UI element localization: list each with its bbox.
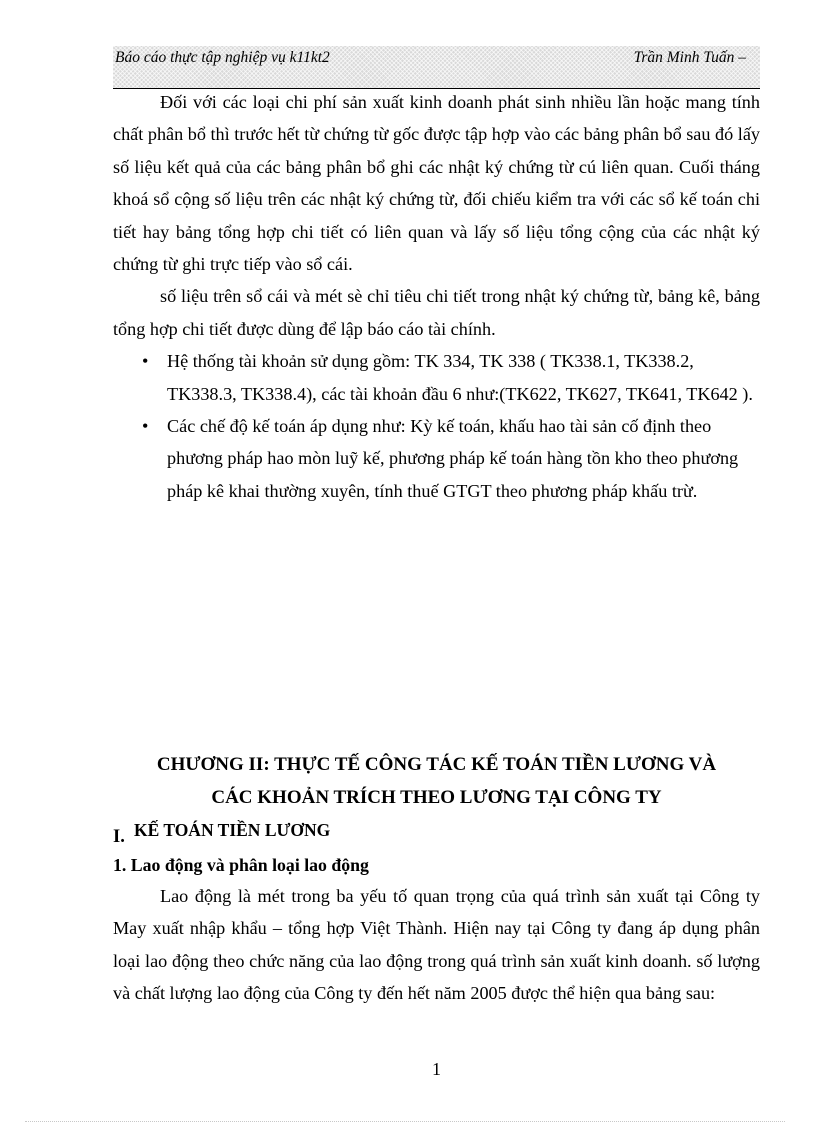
bullet-icon: • bbox=[142, 416, 149, 437]
chapter-heading-line-1: CHƯƠNG II: THỰC TẾ CÔNG TÁC KẾ TOÁN TIỀN LƯƠNG VÀ bbox=[156, 754, 717, 775]
bullet-text-che-do: Các chế độ kế toán áp dụng như: Kỳ kế toán, khấu hao tài sản cố định theo phương pháp hao mòn luỹ kế, phương pháp kế toán hàng tồn kho theo phương pháp kê khai thường xuyên, tính thuế GTGT theo phương pháp khấu trừ. bbox=[167, 416, 739, 501]
bullet-list bbox=[113, 345, 760, 507]
section-title: KẾ TOÁN TIỀN LƯƠNG bbox=[134, 820, 331, 840]
paragraph-so-lieu: số liệu trên sổ cái và mét sè chỉ tiêu chi tiết trong nhật ký chứng từ, bảng kê, bảng tổng hợp chi tiết được dùng để lập báo cáo tài chính. bbox=[113, 286, 760, 339]
chapter-heading bbox=[113, 748, 760, 814]
chapter-heading-line-2: CÁC KHOẢN TRÍCH THEO LƯƠNG TẠI CÔNG TY bbox=[211, 787, 662, 808]
bullet-item-che-do bbox=[142, 410, 760, 507]
page-number: 1 bbox=[432, 1059, 441, 1079]
paragraph-chi-phi: Đối với các loại chi phí sản xuất kinh doanh phát sinh nhiều lần hoặc mang tính chất phân bổ thì trước hết từ chứng từ gốc được tập hợp vào các bảng phân bổ sau đó lấy số liệu kết quả của các bảng phân bổ ghi các nhật ký chứng từ cú liên quan. Cuối tháng khoá sổ cộng số liệu trên các nhật ký chứng từ, đối chiếu kiểm tra với các sổ kế toán chi tiết hay bảng tổng hợp chi tiết có liên quan và lấy số liệu tổng cộng của các nhật ký chứng từ ghi trực tiếp vào sổ cái. bbox=[113, 92, 760, 275]
page-header bbox=[113, 46, 760, 89]
bullet-item-tai-khoan bbox=[142, 345, 760, 410]
body-section-1 bbox=[113, 86, 760, 507]
header-report-title: Báo cáo thực tập nghiệp vụ k11kt2 bbox=[115, 49, 330, 66]
header-author: Trần Minh Tuấn – bbox=[633, 49, 746, 66]
page-bottom-divider bbox=[25, 1121, 785, 1122]
body-section-2 bbox=[113, 880, 760, 1010]
subsection-heading: 1. Lao động và phân loại lao động bbox=[113, 855, 369, 875]
bullet-text-tai-khoan: Hệ thống tài khoản sử dụng gồm: TK 334, TK 338 ( TK338.1, TK338.2, TK338.3, TK338.4), các tài khoản đầu 6 như:(TK622, TK627, TK641, TK642 ). bbox=[167, 351, 753, 404]
section-heading bbox=[113, 818, 760, 847]
paragraph-lao-dong: Lao động là mét trong ba yếu tố quan trọng của quá trình sản xuất tại Công ty May xuất nhập khẩu – tổng hợp Việt Thành. Hiện nay tại Công ty đang áp dụng phân loại lao động theo chức năng của lao động trong quá trình sản xuất kinh doanh. số lượng và chất lượng lao động của Công ty đến hết năm 2005 được thể hiện qua bảng sau: bbox=[113, 886, 760, 1004]
section-number: I. bbox=[113, 827, 125, 847]
bullet-icon: • bbox=[142, 351, 149, 372]
